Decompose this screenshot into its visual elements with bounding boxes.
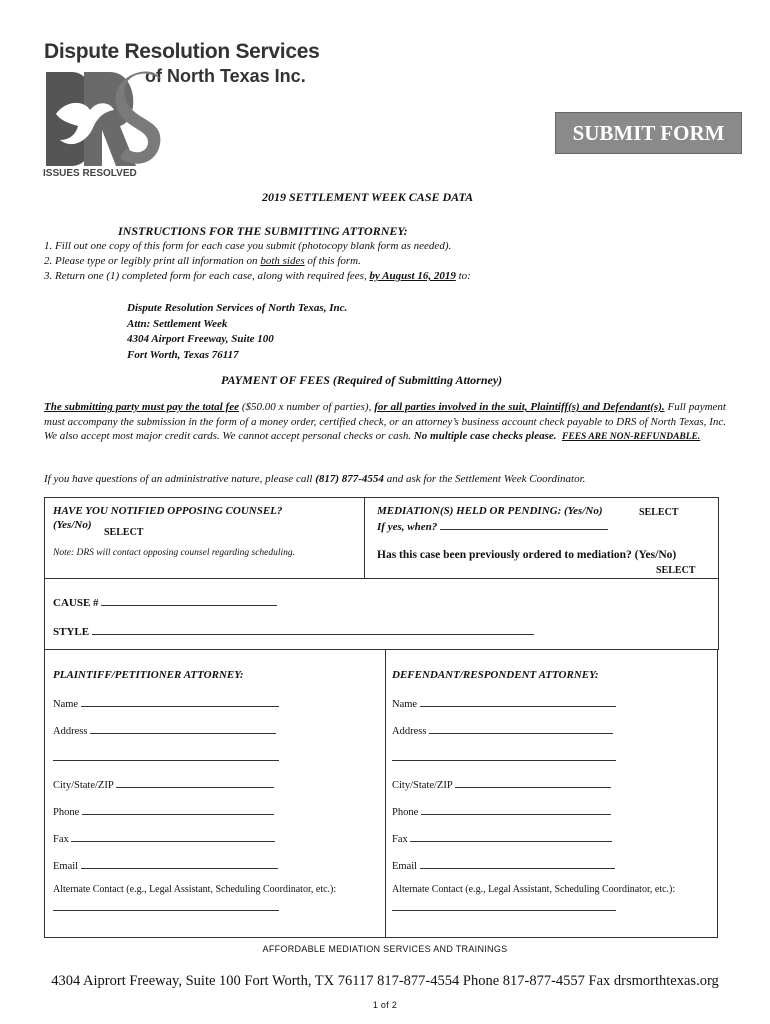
plaintiff-address-row-2 <box>53 750 279 764</box>
ordered-mediation-label: Has this case been previously ordered to mediation? (Yes/No) <box>377 549 677 561</box>
defendant-alt-row <box>392 900 616 914</box>
instruction-3-text-end: to: <box>455 270 471 282</box>
logo-tagline: ISSUES RESOLVED <box>43 168 137 179</box>
style-row <box>53 624 534 638</box>
plaintiff-fax-field[interactable] <box>71 831 275 842</box>
address-line-2: Attn: Settlement Week <box>127 317 228 330</box>
cause-row <box>53 595 277 609</box>
payment-no-multiple: No multiple case checks please. <box>413 430 557 442</box>
defendant-alt-field[interactable] <box>392 900 616 911</box>
plaintiff-alt-field[interactable] <box>53 900 279 911</box>
plaintiff-email-row <box>53 858 278 872</box>
submit-form-button[interactable]: SUBMIT FORM <box>555 112 742 154</box>
defendant-email-label: Email <box>392 861 418 872</box>
mediation-label: MEDIATION(S) HELD OR PENDING: (Yes/No) <box>377 505 603 517</box>
plaintiff-phone-field[interactable] <box>82 804 274 815</box>
defendant-name-label: Name <box>392 699 418 710</box>
address-line-3: 4304 Airport Freeway, Suite 100 <box>127 333 274 345</box>
defendant-fax-label: Fax <box>392 834 408 845</box>
defendant-city-field[interactable] <box>455 777 611 788</box>
questions-text-end: and ask for the Settlement Week Coordinator. <box>383 473 586 485</box>
logo-subtitle: of North Texas Inc. <box>145 66 306 86</box>
questions-phone: (817) 877-4554 <box>315 473 384 485</box>
plaintiff-name-label: Name <box>53 699 79 710</box>
drs-logo-icon <box>44 70 164 168</box>
questions-line <box>44 473 585 485</box>
defendant-address-label: Address <box>392 726 427 737</box>
opposing-counsel-note: Note: DRS will contact opposing counsel regarding scheduling. <box>53 548 296 558</box>
logo-title: Dispute Resolution Services <box>44 40 320 63</box>
defendant-alt-label: Alternate Contact (e.g., Legal Assistant, Scheduling Coordinator, etc.): <box>392 884 676 895</box>
style-label: STYLE <box>53 626 90 638</box>
style-field[interactable] <box>92 624 534 635</box>
plaintiff-fax-label: Fax <box>53 834 69 845</box>
mailing-address <box>127 301 347 363</box>
plaintiff-address-label: Address <box>53 726 88 737</box>
page-title: 2019 SETTLEMENT WEEK CASE DATA <box>262 190 474 204</box>
opposing-counsel-select[interactable]: SELECT <box>104 527 144 538</box>
opposing-counsel-yesno-label: (Yes/No) <box>53 519 92 531</box>
plaintiff-name-field[interactable] <box>81 696 279 707</box>
plaintiff-address-field-2[interactable] <box>53 750 279 761</box>
mediation-when <box>377 519 608 533</box>
instructions-title: INSTRUCTIONS FOR THE SUBMITTING ATTORNEY: <box>118 224 408 238</box>
plaintiff-phone-row <box>53 804 274 818</box>
defendant-email-field[interactable] <box>420 858 615 869</box>
instruction-1: 1. Fill out one copy of this form for each case you submit (photocopy blank form as needed). <box>44 240 452 252</box>
defendant-phone-field[interactable] <box>421 804 611 815</box>
payment-fee-formula: ($50.00 x number of parties), <box>238 401 375 413</box>
plaintiff-alt-label: Alternate Contact (e.g., Legal Assistant, Scheduling Coordinator, etc.): <box>53 884 337 895</box>
ordered-mediation-select[interactable]: SELECT <box>656 565 696 576</box>
plaintiff-alt-row <box>53 900 279 914</box>
instruction-2-text: 2. Please type or legibly print all information on <box>44 255 261 267</box>
page-number: 1 of 2 <box>372 1000 398 1010</box>
defendant-name-field[interactable] <box>420 696 616 707</box>
plaintiff-city-row <box>53 777 274 791</box>
payment-paragraph <box>44 400 726 445</box>
address-line-4: Fort Worth, Texas 76117 <box>127 348 239 361</box>
defendant-phone-row <box>392 804 611 818</box>
plaintiff-heading: PLAINTIFF/PETITIONER ATTORNEY: <box>53 669 244 681</box>
defendant-phone-label: Phone <box>392 807 419 818</box>
address-line-1: Dispute Resolution Services of North Texas, Inc. <box>127 302 348 314</box>
defendant-fax-field[interactable] <box>410 831 612 842</box>
payment-title: PAYMENT OF FEES (Required of Submitting Attorney) <box>221 373 503 387</box>
cause-label: CAUSE # <box>53 597 99 609</box>
cause-number-field[interactable] <box>101 595 277 606</box>
mediation-select[interactable]: SELECT <box>639 507 679 518</box>
payment-total-fee: The submitting party must pay the total fee <box>44 401 239 413</box>
defendant-address-row <box>392 723 613 737</box>
plaintiff-address-field[interactable] <box>90 723 276 734</box>
payment-methods: Full payment must accompany the submission in the form of a money order, certified check, or an attorney’s business account check payable to DRS of North Texas, Inc. We also accept most major credit cards. We cannot accept personal checks or cash. <box>44 401 726 442</box>
defendant-city-label: City/State/ZIP <box>392 780 453 791</box>
payment-non-refundable: FEES ARE NON-REFUNDABLE. <box>562 432 701 442</box>
instruction-2-text-end: of this form. <box>304 255 361 267</box>
opposing-counsel-label: HAVE YOU NOTIFIED OPPOSING COUNSEL? <box>53 505 283 517</box>
plaintiff-city-label: City/State/ZIP <box>53 780 114 791</box>
defendant-address-field[interactable] <box>429 723 613 734</box>
defendant-email-row <box>392 858 615 872</box>
footer-services: AFFORDABLE MEDIATION SERVICES AND TRAININGS <box>262 944 508 954</box>
instruction-2 <box>44 255 361 267</box>
defendant-heading: DEFENDANT/RESPONDENT ATTORNEY: <box>392 669 599 681</box>
defendant-address-row-2 <box>392 750 616 764</box>
instruction-2-emphasis: both sides <box>260 255 305 267</box>
instruction-3-text: 3. Return one (1) completed form for each case, along with required fees, <box>44 270 370 282</box>
plaintiff-email-label: Email <box>53 861 79 872</box>
instruction-3-deadline: by August 16, 2019 <box>369 270 456 282</box>
instruction-3 <box>44 270 471 282</box>
plaintiff-fax-row <box>53 831 275 845</box>
plaintiff-name-row <box>53 696 279 710</box>
footer-contact: 4304 Aiprort Freeway, Suite 100 Fort Worth, TX 76117 817-877-4554 Phone 817-877-4557 Fax drsmorthtexas.org <box>51 973 719 989</box>
case-info-box <box>44 577 719 650</box>
questions-text: If you have questions of an administrative nature, please call <box>44 473 316 485</box>
plaintiff-address-row <box>53 723 276 737</box>
plaintiff-email-field[interactable] <box>81 858 278 869</box>
plaintiff-phone-label: Phone <box>53 807 80 818</box>
mediation-when-label: If yes, when? <box>377 521 438 533</box>
defendant-name-row <box>392 696 616 710</box>
defendant-fax-row <box>392 831 612 845</box>
payment-all-parties: for all parties involved in the suit, Plaintiff(s) and Defendant(s). <box>374 401 665 413</box>
defendant-address-field-2[interactable] <box>392 750 616 761</box>
mediation-when-field[interactable] <box>440 519 608 530</box>
defendant-city-row <box>392 777 611 791</box>
plaintiff-city-field[interactable] <box>116 777 274 788</box>
